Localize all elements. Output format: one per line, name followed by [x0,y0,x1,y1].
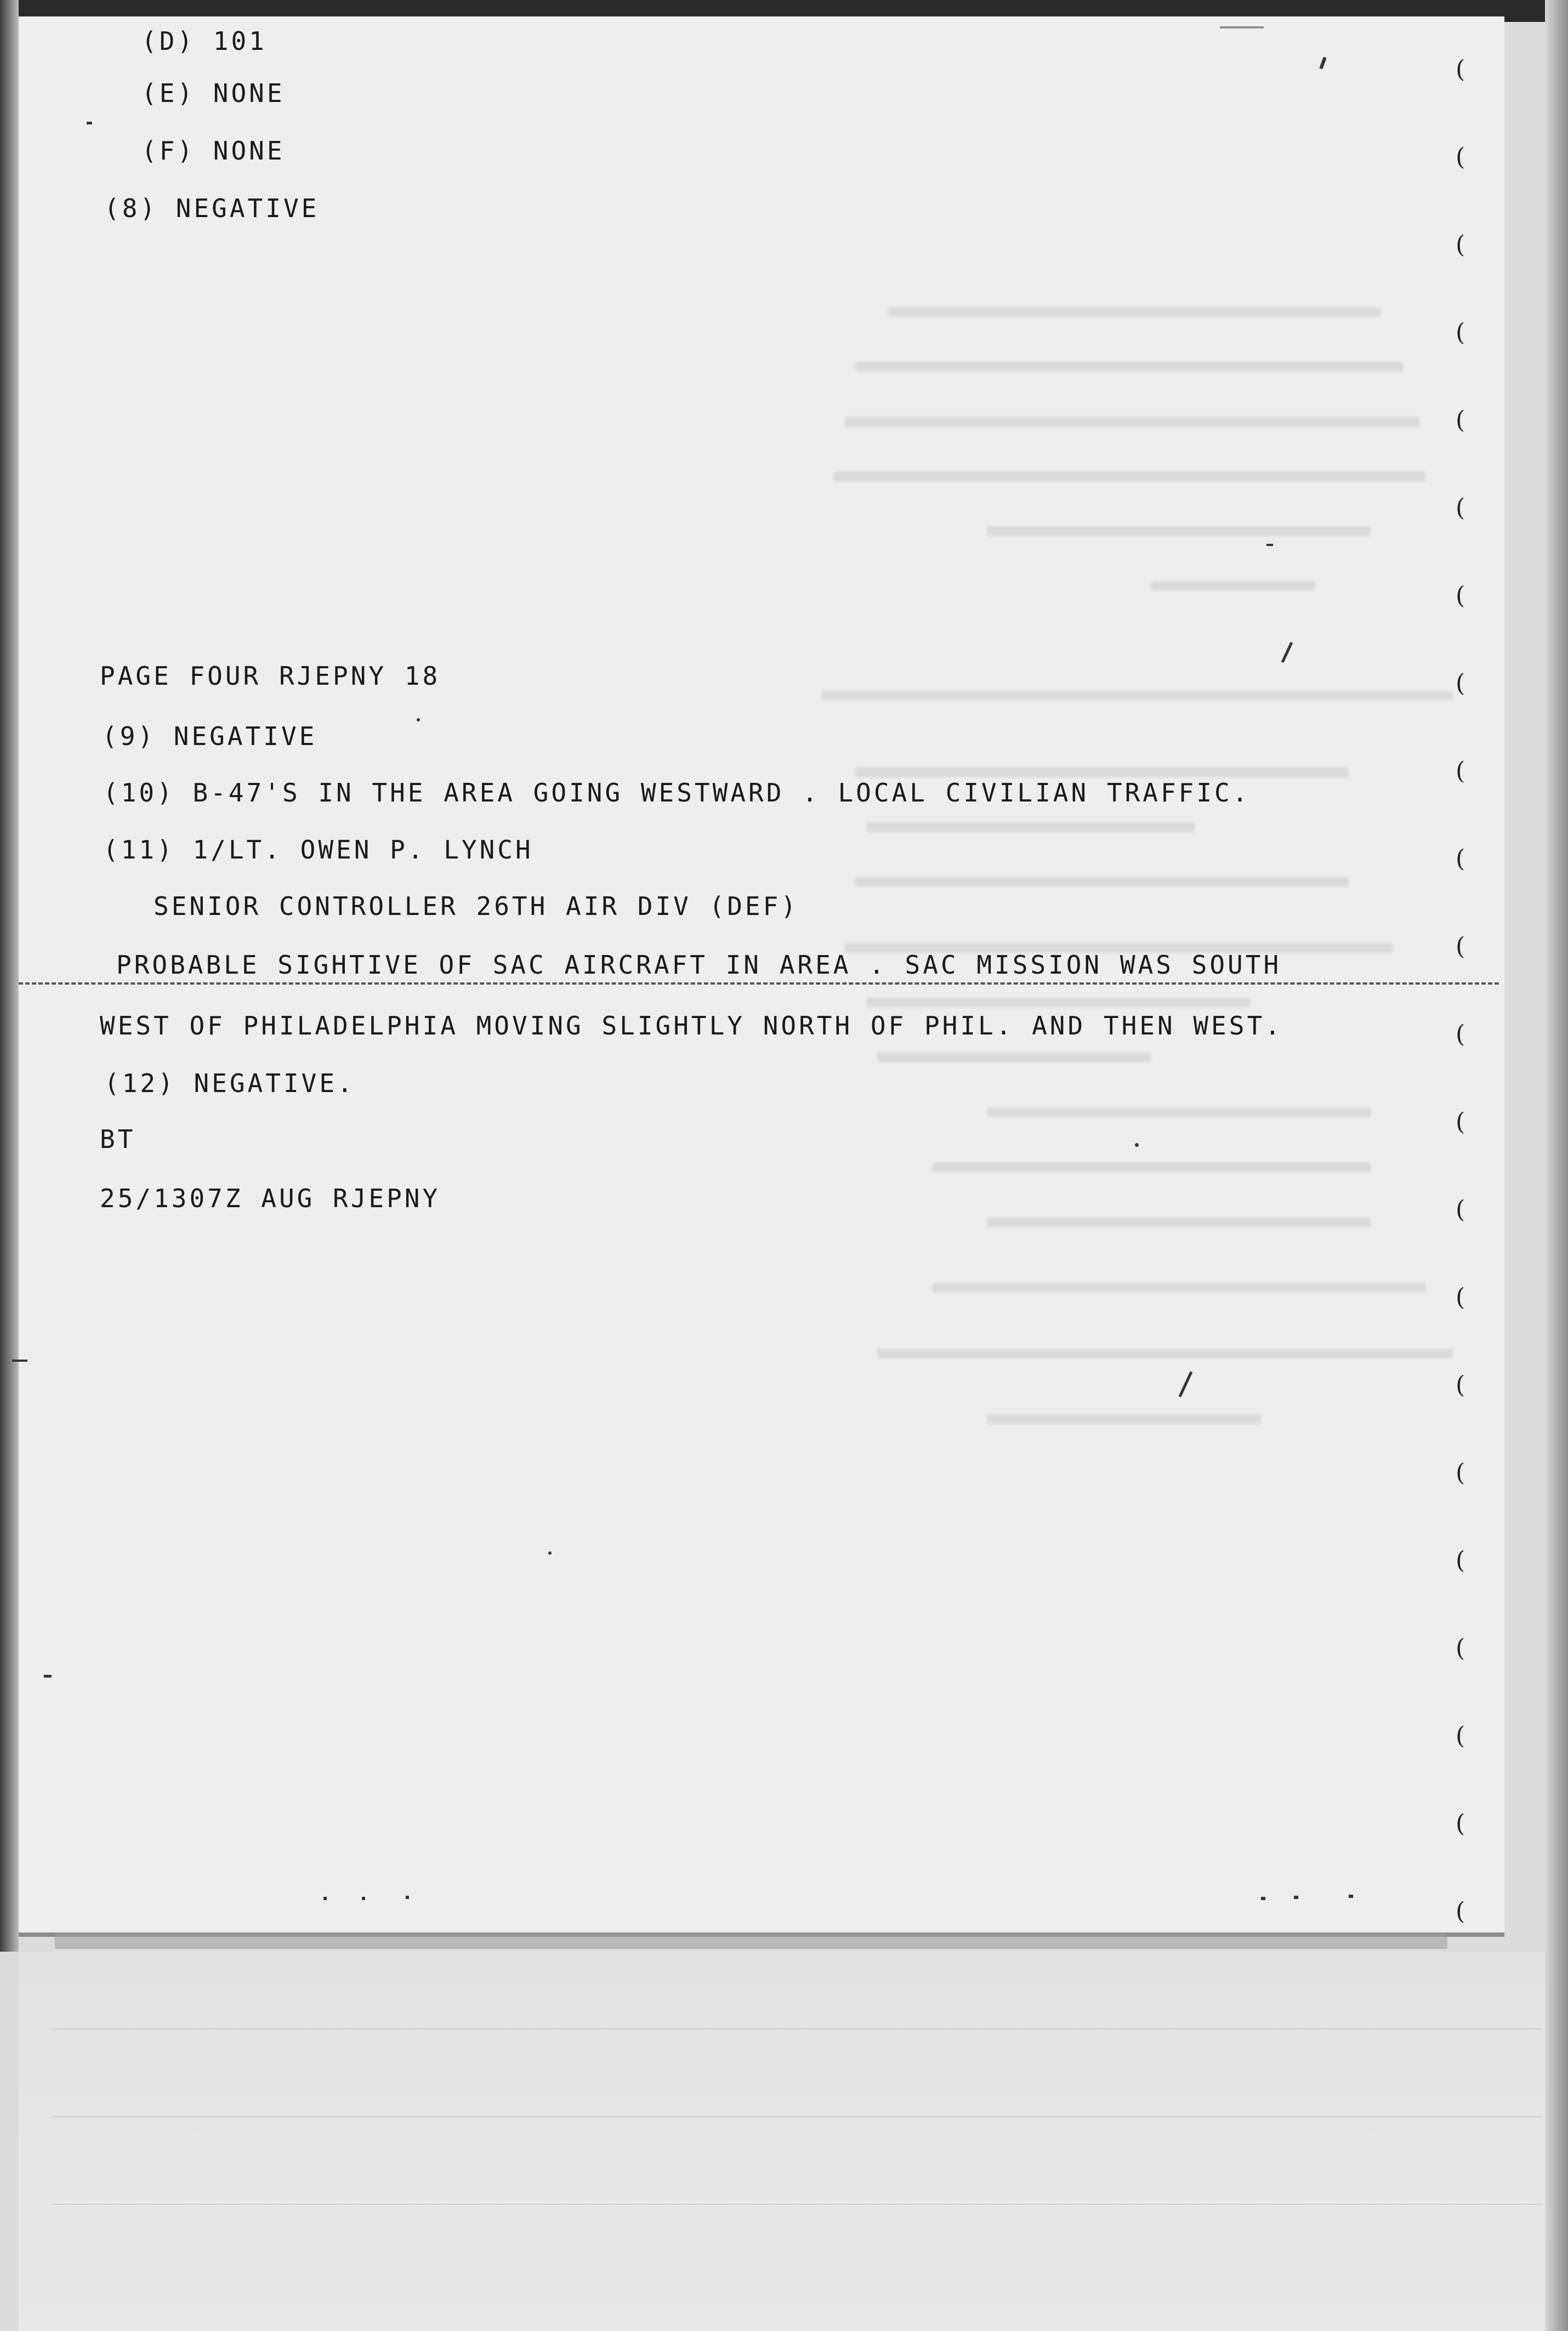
remark-line-2: WEST OF PHILADELPHIA MOVING SLIGHTLY NORTH OF PHIL. AND THEN WEST. [100,1011,1283,1041]
stray-speck [548,1551,552,1555]
sprocket-mark: ( [1456,1722,1465,1750]
stray-speck [362,1897,365,1900]
sprocket-mark: ( [1456,1459,1465,1487]
sprocket-mark: ( [1456,406,1465,434]
sprocket-mark: ( [1456,143,1465,171]
perforation-line [19,982,1499,985]
page-header: PAGE FOUR RJEPNY 18 [100,661,441,691]
sprocket-mark: ( [1456,319,1465,346]
faint-rule [52,2204,1543,2205]
sprocket-mark: ( [1456,582,1465,610]
stray-speck [1349,1895,1353,1898]
date-time-group: 25/1307Z AUG RJEPNY [100,1184,441,1213]
stray-speck [1220,26,1264,29]
item-10: (10) B-47'S IN THE AREA GOING WESTWARD . LOCAL CIVILIAN TRAFFIC. [103,778,1251,808]
stray-speck [417,718,420,721]
remark-line-1: PROBABLE SIGHTIVE OF SAC AIRCRAFT IN AREA . SAC MISSION WAS SOUTH [116,950,1282,980]
sprocket-mark: ( [1456,933,1465,960]
item-11-title: SENIOR CONTROLLER 26TH AIR DIV (DEF) [154,891,799,921]
sprocket-mark: ( [1456,1634,1465,1662]
sprocket-mark: ( [1456,55,1465,83]
item-9: (9) NEGATIVE [102,721,317,751]
item-12: (12) NEGATIVE. [104,1068,355,1098]
scan-left-edge [0,0,19,1952]
sprocket-mark: ( [1456,1196,1465,1224]
scan-right-edge [1545,0,1568,2331]
item-8: (8) NEGATIVE [104,194,320,223]
stray-speck [12,1360,27,1362]
sprocket-mark: ( [1456,1810,1465,1838]
sprocket-mark: ( [1456,845,1465,873]
blank-lower-area [19,1952,1545,2331]
section-e: (E) NONE [141,78,285,108]
sprocket-mark: ( [1456,231,1465,259]
stray-speck [406,1896,409,1899]
stray-speck [1261,1897,1265,1900]
sprocket-mark: ( [1456,1371,1465,1399]
sprocket-mark: ( [1456,494,1465,522]
break-marker: BT [100,1124,136,1154]
stray-speck [1294,1896,1298,1899]
sprocket-mark: ( [1456,1283,1465,1311]
sprocket-mark: ( [1456,1108,1465,1136]
stray-speck [1266,544,1273,546]
section-f: (F) NONE [141,136,285,166]
item-11: (11) 1/LT. OWEN P. LYNCH [103,835,533,865]
faint-rule [52,2028,1543,2029]
stray-speck [44,1675,52,1678]
stray-speck [323,1897,327,1900]
sprocket-mark: ( [1456,1020,1465,1048]
top-fragment: (D) 101 [141,26,267,56]
faint-rule [52,2116,1543,2117]
stray-speck [87,122,92,124]
sprocket-mark: ( [1456,757,1465,785]
sprocket-mark: ( [1456,1897,1465,1925]
stray-speck [1135,1143,1139,1147]
sprocket-mark: ( [1456,1547,1465,1574]
sprocket-mark: ( [1456,669,1465,697]
sheet-shadow [55,1932,1447,1949]
